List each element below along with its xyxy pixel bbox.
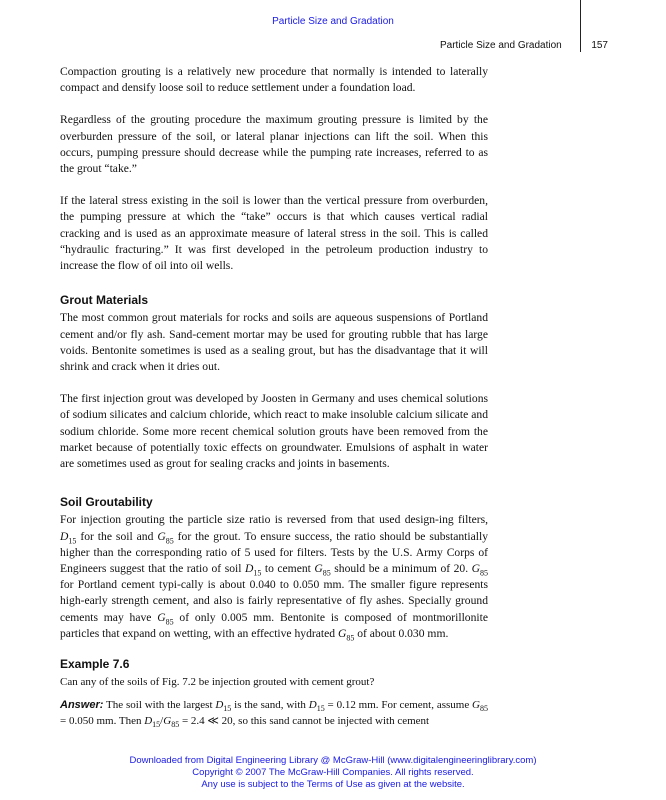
heading-soil-groutability: Soil Groutability [60, 495, 153, 510]
example-question: Can any of the soils of Fig. 7.2 be injection grouted with cement grout? [60, 676, 375, 689]
paragraph-hydraulic-fracturing: If the lateral stress existing in the soil is lower than the vertical pressure from overburden, the pumping pressure at which the “take” occurs is that which causes vertical radial cracking and is used as an approximate measure of lateral stress in the soil. This is called “hydraulic fracturing.” It was first developed in the petroleum production industry to increase the flow of oil into oil wells. [60, 194, 488, 273]
example-answer: Answer: The soil with the largest $D_{15}$ is the sand, with $D_{15} = 0.12$ mm. For cement, assume $G_{85} = 0.050$ mm. Then $D_{15}/G_{85} = 2.4$ ≪ 20, so this sand cannot be injected with cement [60, 698, 488, 729]
footer-download-link[interactable]: Downloaded from Digital Engineering Library @ McGraw-Hill (www.digitalengineeringlibrary.com) [129, 755, 537, 766]
page-number: 157 [591, 40, 608, 51]
paragraph-grout-materials-1: The most common grout materials for rocks and soils are aqueous suspensions of Portland cement and/or fly ash. Sand-cement mortar may be used for grouting rubble that has large voids. Bentonite sometimes is used as a sealing grout, but has the disadvantage that it will shrink and crack when it dries out. [60, 311, 488, 374]
paragraph-compaction: Compaction grouting is a relatively new procedure that normally is intended to laterally compact and densify loose soil to reduce settlement under a foundation load. [60, 65, 488, 95]
paragraph-soil-groutability: For injection grouting the particle size ratio is reversed from that used design-ing filters, $D_{15}$ for the soil and $G_{85}$ for the grout. To ensure success, the ratio should be substantially higher than the corresponding ratio of 5 used for filters. Tests by the U.S. Army Corps of Engineers suggest that the ratio of soil $D_{15}$ to cement $G_{85}$ should be a minimum of 20. $G_{85}$ for Portland cement typi-cally is about 0.040 to 0.050 mm. The smaller figure represents high-early strength cement, and also is fairly representative of fly ashes. Specially ground cements may have $G_{85}$ of only 0.005 mm. Bentonite is composed of montmorillonite particles that expand on wetting, with an effective hydrated $G_{85}$ of about 0.030 mm. [60, 513, 489, 643]
page-body [60, 64, 488, 745]
paragraph-grout-materials-2: The first injection grout was developed by Joosten in Germany and uses chemical solutions of sodium silicates and calcium chloride, which react to make insoluble calcium silicate and sodium chloride. Some more recent chemical solution grouts have been removed from the market because of potentially toxic effects on groundwater. Emulsions of asphalt in water are sometimes used as grout for sealing cracks and joints in basements. [60, 392, 488, 471]
running-head [440, 40, 608, 51]
running-head-title: Particle Size and Gradation [440, 40, 562, 51]
footer-terms[interactable]: Any use is subject to the Terms of Use as given at the website. [201, 779, 465, 791]
heading-example: Example 7.6 [60, 657, 130, 672]
footer [0, 755, 666, 792]
paragraph-pressure-limit: Regardless of the grouting procedure the maximum grouting pressure is limited by the overburden pressure of the soil, or lateral planar injections can lift the soil. When this occurs, pumping pressure should decrease while the pumping rate increases, referred to as the grout “take.” [60, 113, 488, 176]
heading-grout-materials: Grout Materials [60, 293, 149, 308]
footer-copyright[interactable]: Copyright © 2007 The McGraw-Hill Companies. All rights reserved. [192, 767, 474, 779]
top-link[interactable]: Particle Size and Gradation [272, 16, 394, 27]
